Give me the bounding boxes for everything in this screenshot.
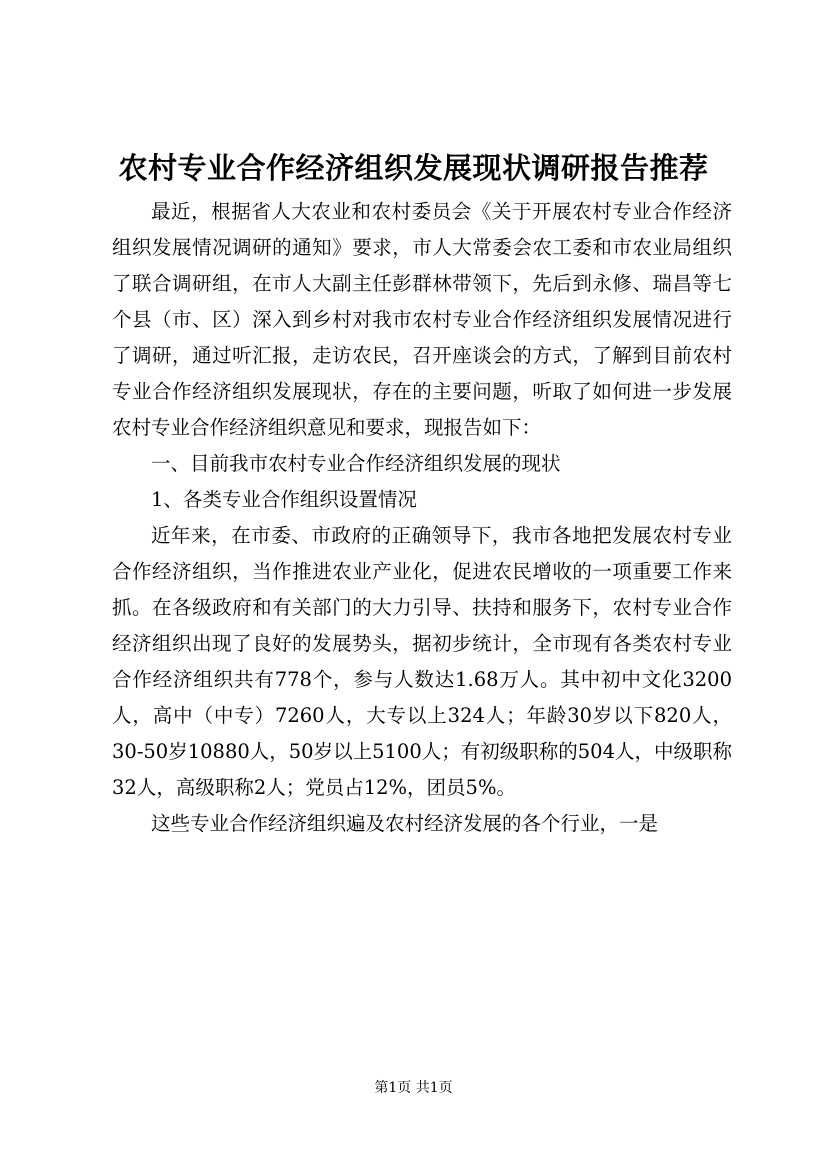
document-body — [112, 194, 732, 842]
subsection-heading: 1、各类专业合作组织设置情况 — [151, 488, 417, 511]
section-heading: 一、目前我市农村专业合作经济组织发展的现状 — [151, 452, 561, 475]
document-title: 农村专业合作经济组织发展现状调研报告推荐 — [118, 151, 709, 185]
page-footer: 第1页 共1页 — [374, 1080, 453, 1096]
paragraph-statistics: 近年来，在市委、市政府的正确领导下，我市各地把发展农村专业合作经济组织，当作推进农业产业化，促进农民增收的一项重要工作来抓。在各级政府和有关部门的大力引导、扶持和服务下，农村专业合作经济组织出现了良好的发展势头，据初步统计，全市现有各类农村专业合作经济组织共有778个，参与人数达1.68万人。其中初中文化3200人，高中（中专）7260人，大专以上324人；年龄30岁以下820人，30-50岁10880人，50岁以上5100人；有初级职称的504人，中级职称32人，高级职称2人；党员占12%，团员5%。 — [112, 524, 732, 799]
paragraph-intro: 最近，根据省人大农业和农村委员会《关于开展农村专业合作经济组织发展情况调研的通知》要求，市人大常委会农工委和市农业局组织了联合调研组，在市人大副主任彭群林带领下，先后到永修、瑞昌等七个县（市、区）深入到乡村对我市农村专业合作经济组织发展情况进行了调研，通过听汇报，走访农民，召开座谈会的方式，了解到目前农村专业合作经济组织发展现状，存在的主要问题，听取了如何进一步发展农村专业合作经济组织意见和要求，现报告如下： — [112, 200, 732, 439]
paragraph-continued: 这些专业合作经济组织遍及农村经济发展的各个行业，一是 — [151, 812, 659, 835]
